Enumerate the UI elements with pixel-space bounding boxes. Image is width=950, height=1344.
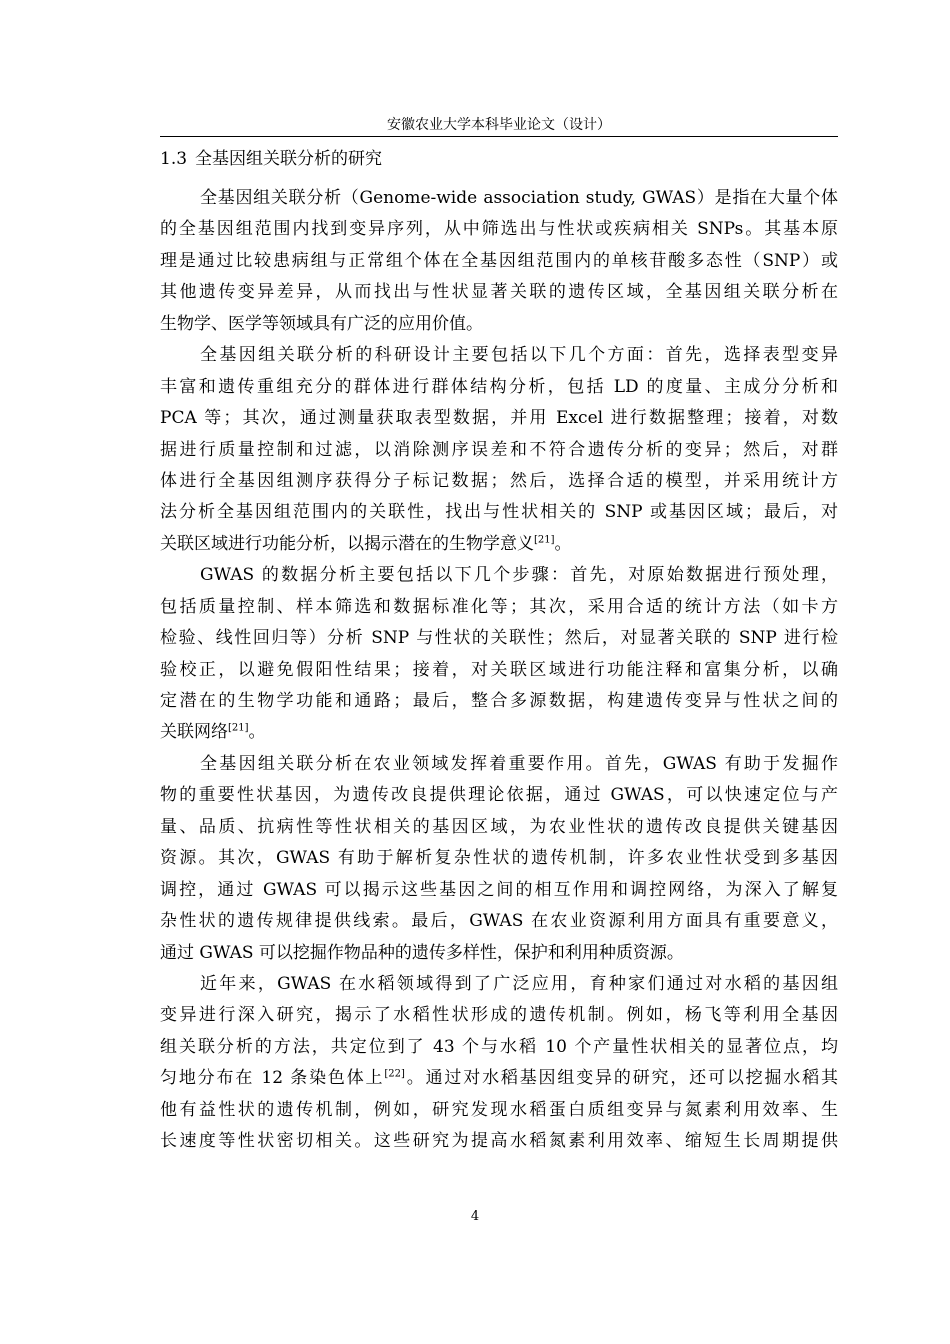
- text-line: 全基因组关联分析在农业领域发挥着重要作用。首先，GWAS 有助于发掘作: [200, 753, 838, 774]
- text-line: 体进行全基因组测序获得分子标记数据；然后，选择合适的模型，并采用统计方: [160, 470, 838, 491]
- text-line: 生物学、医学等领域具有广泛的应用价值。: [160, 313, 483, 334]
- text-line: 的全基因组范围内找到变异序列，从中筛选出与性状或疾病相关 SNPs。其基本原: [160, 219, 838, 240]
- text-line: 组关联分析的方法，共定位到了 43 个与水稻 10 个产量性状相关的显著位点，均: [160, 1036, 838, 1057]
- text-line: 物的重要性状基因，为遗传改良提供理论依据，通过 GWAS，可以快速定位与产: [160, 785, 838, 806]
- page-number: 4: [470, 1209, 480, 1224]
- paragraph: [160, 969, 838, 1158]
- running-header: 安徽农业大学本科毕业论文（设计）: [387, 117, 611, 133]
- text-line: 验校正，以避免假阳性结果；接着，对关联区域进行功能注释和富集分析，以确: [160, 659, 838, 680]
- section-number: 1.3: [160, 149, 188, 169]
- text-line: 通过 GWAS 可以挖掘作物品种的遗传多样性，保护和利用种质资源。: [160, 942, 684, 963]
- text-line: 其他遗传变异差异，从而找出与性状显著关联的遗传区域，全基因组关联分析在: [160, 282, 838, 303]
- text-line: 定潜在的生物学功能和通路；最后，整合多源数据，构建遗传变异与性状之间的: [160, 691, 838, 711]
- citation-marker: [21]: [534, 534, 555, 546]
- text-line: 据进行质量控制和过滤，以消除测序误差和不符合遗传分析的变异；然后，对群: [160, 439, 838, 460]
- text-line: 近年来，GWAS 在水稻领域得到了广泛应用，育种家们通过对水稻的基因组: [200, 973, 838, 994]
- text-line: 量、品质、抗病性等性状相关的基因区域，为农业性状的遗传改良提供关键基因: [160, 816, 838, 837]
- text-line: PCA 等；其次，通过测量获取表型数据，并用 Excel 进行数据整理；接着，对数: [160, 408, 838, 429]
- text-line: 法分析全基因组范围内的关联性，找出与性状相关的 SNP 或基因区域；最后，对: [160, 502, 838, 523]
- text-line: 关联区域进行功能分析，以揭示潜在的生物学意义[21]。: [160, 533, 572, 554]
- text-line: 匀地分布在 12 条染色体上[22]。通过对水稻基因组变异的研究，还可以挖掘水稻其: [160, 1068, 838, 1089]
- text-line: 变异进行深入研究，揭示了水稻性状形成的遗传机制。例如，杨飞等利用全基因: [160, 1005, 838, 1026]
- paragraph: [160, 749, 838, 969]
- text-line: 全基因组关联分析（Genome-wide association study, GWAS）是指在大量个体: [200, 188, 838, 208]
- text-line: 他有益性状的遗传机制，例如，研究发现水稻蛋白质组变异与氮素利用效率、生: [160, 1099, 838, 1120]
- text-line: 丰富和遗传重组充分的群体进行群体结构分析，包括 LD 的度量、主成分分析和: [160, 376, 838, 397]
- text-line: 理是通过比较患病组与正常组个体在全基因组范围内的单核苷酸多态性（SNP）或: [160, 250, 838, 271]
- header-rule: [160, 136, 838, 137]
- text-line: 关联网络[21]。: [160, 722, 266, 743]
- text-line: 杂性状的遗传规律提供线索。最后，GWAS 在农业资源利用方面具有重要意义，: [160, 911, 838, 932]
- body-text: [160, 183, 838, 1158]
- paragraph: [160, 560, 838, 749]
- paragraph: [160, 183, 838, 340]
- text-line: 包括质量控制、样本筛选和数据标准化等；其次，采用合适的统计方法（如卡方: [160, 596, 838, 617]
- paragraph: [160, 340, 838, 560]
- citation-marker: [22]: [384, 1068, 405, 1080]
- section-heading: [160, 146, 382, 172]
- text-line: 长速度等性状密切相关。这些研究为提高水稻氮素利用效率、缩短生长周期提供: [160, 1131, 838, 1152]
- text-line: 调控，通过 GWAS 可以揭示这些基因之间的相互作用和调控网络，为深入了解复: [160, 879, 838, 900]
- section-title: 全基因组关联分析的研究: [195, 149, 383, 169]
- citation-marker: [21]: [228, 722, 249, 734]
- text-line: 全基因组关联分析的科研设计主要包括以下几个方面：首先，选择表型变异: [200, 345, 838, 366]
- text-line: 资源。其次，GWAS 有助于解析复杂性状的遗传机制，许多农业性状受到多基因: [160, 848, 838, 869]
- text-line: 检验、线性回归等）分析 SNP 与性状的关联性；然后，对显著关联的 SNP 进行检: [160, 628, 838, 649]
- text-line: GWAS 的数据分析主要包括以下几个步骤：首先，对原始数据进行预处理，: [200, 565, 838, 586]
